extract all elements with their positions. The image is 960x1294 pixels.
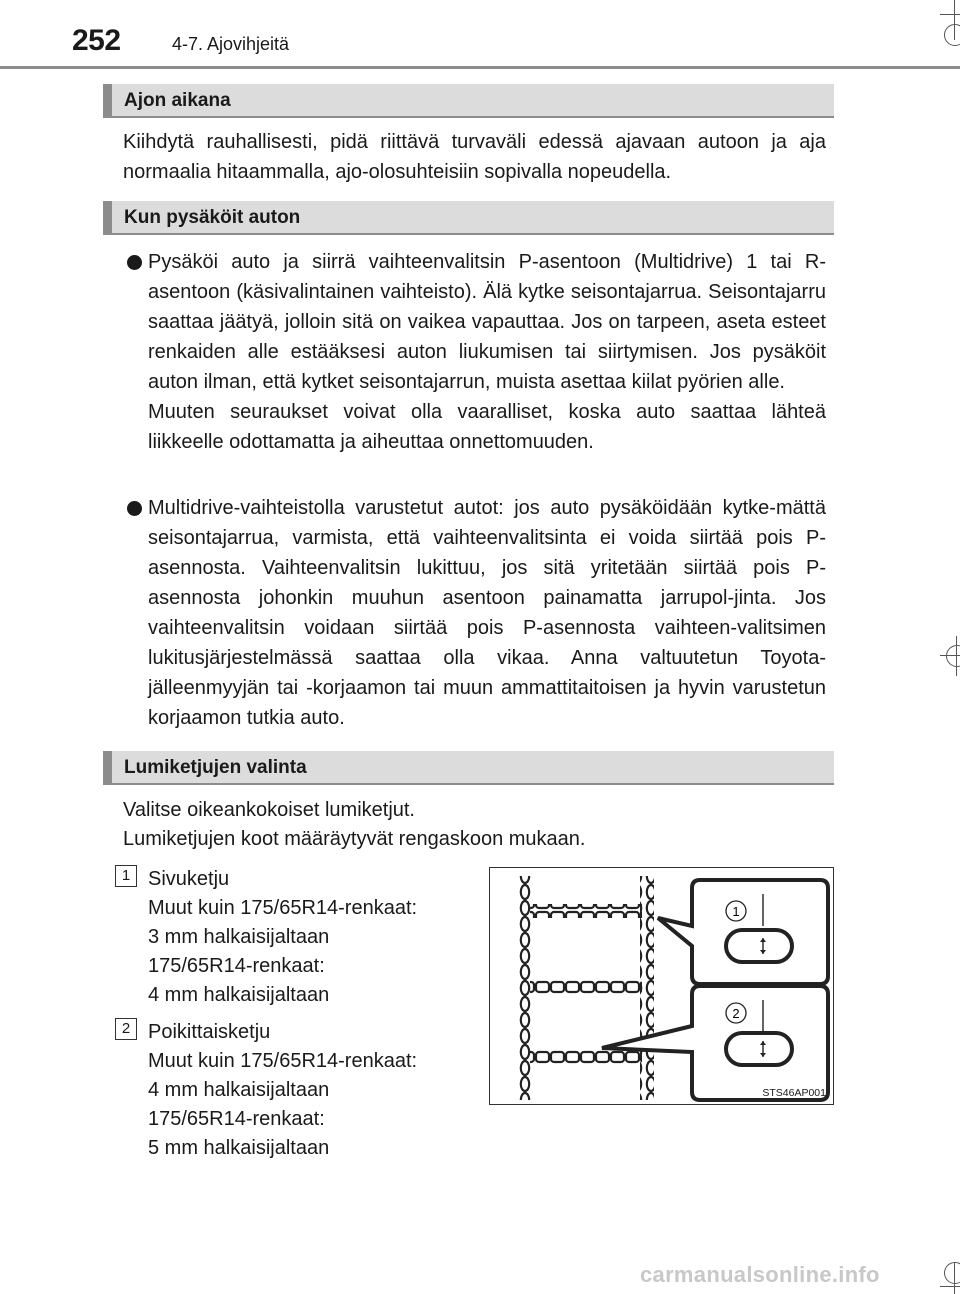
side-chain-right: [640, 876, 654, 1100]
cross-chain-middle: [530, 980, 642, 994]
driving-paragraph: Kiihdytä rauhallisesti, pidä riittävä turvaväli edessä ajavaan autoon ja aja normaalia hitaammalla, ajo-olosuhteisiin sopivalla nopeudella.: [123, 131, 826, 183]
callout-cross-chain: [602, 986, 828, 1100]
bullet-paragraph: Muuten seuraukset voivat olla vaaralliset, koska auto saattaa lähteä liikkeelle odottamatta ja aiheuttaa onnettomuuden.: [148, 401, 826, 453]
intro-line: Lumiketjujen koot määräytyvät rengaskoon mukaan.: [123, 828, 586, 850]
chapter-title: 4-7. Ajovihjeitä: [172, 34, 290, 54]
spec-line: Sivuketju: [148, 868, 230, 890]
section-heading-ajon-aikana: [103, 84, 834, 118]
section-title: Ajon aikana: [124, 90, 231, 111]
intro-line: Valitse oikeankokoiset lumiketjut.: [123, 799, 415, 821]
footer-watermark: carmanualsonline.info: [640, 1262, 880, 1287]
section-title: Kun pysäköit auton: [124, 207, 301, 228]
section-title: Lumiketjujen valinta: [124, 757, 307, 778]
section-heading-kun-pysakoit-auton: [103, 201, 834, 235]
spec-line: 175/65R14-renkaat:: [148, 1108, 325, 1130]
spec-line: 3 mm halkaisijaltaan: [148, 926, 330, 948]
heading-bar: [103, 201, 112, 233]
spec-line: Muut kuin 175/65R14-renkaat:: [148, 1050, 418, 1072]
spec-line: 175/65R14-renkaat:: [148, 955, 325, 977]
callout-number-2: 2: [732, 1006, 740, 1021]
bullet-dot: [127, 501, 142, 516]
callout-number-1: 1: [732, 904, 740, 919]
snow-chain-intro: [123, 796, 585, 854]
number-box-1: 1: [115, 865, 137, 887]
callout-side-chain: [658, 880, 828, 984]
bullet-item-parking: [123, 247, 826, 457]
spec-line: Poikittaisketju: [148, 1021, 271, 1043]
figure-code: STS46AP001: [762, 1087, 826, 1099]
cross-chain-top: [530, 904, 642, 918]
heading-bar: [103, 751, 112, 783]
spec-line: Muut kuin 175/65R14-renkaat:: [148, 897, 418, 919]
bullet-item-multidrive: [123, 493, 826, 733]
section-heading-lumiketjujen-valinta: [103, 751, 834, 785]
spec-line: 4 mm halkaisijaltaan: [148, 984, 330, 1006]
cross-chain-bottom: [530, 1050, 642, 1064]
page-number: 252: [72, 24, 121, 57]
number-box-2: 2: [115, 1018, 137, 1040]
chain-spec-cross: [148, 1018, 417, 1163]
snow-chain-figure: [489, 867, 834, 1105]
chain-spec-side: [148, 865, 417, 1010]
snow-chain-illustration: [490, 868, 834, 1105]
spec-line: 4 mm halkaisijaltaan: [148, 1079, 330, 1101]
bullet-paragraph: Multidrive-vaihteistolla varustetut autot: jos auto pysäköidään kytke-mättä seisontajarrua, varmista, että vaihteenvalitsinta ei voida siirtää pois P-asennosta. Vaihteenvalitsin lukittuu, jos sitä yritetään siirtää pois P-asennosta johonkin muuhun asentoon painamatta jarrupol-jinta. Jos vaihteenvalitsin voidaan siirtää pois P-asennosta vaihteen-valitsimen lukitusjärjestelmässä saattaa olla vikaa. Anna valtuutetun Toyota-jälleenmyyjän tai -korjaamon tai muun ammattitaitoisen ja hyvin varustetun korjaamon tutkia auto.: [148, 497, 826, 729]
header-rule: [0, 66, 960, 69]
bullet-paragraph: Pysäköi auto ja siirrä vaihteenvalitsin P-asentoon (Multidrive) 1 tai R-asentoon (käsivalintainen vaihteisto). Älä kytke seisontajarrua. Seisontajarru saattaa jäätyä, jolloin sitä on vaikea vapauttaa. Jos on tarpeen, aseta esteet renkaiden alle estääksesi auton liukumisen tai siirtymisen. Jos pysäköit auton ilman, että kytket seisontajarrun, muista asettaa kiilat pyörien alle.: [148, 251, 826, 393]
spec-line: 5 mm halkaisijaltaan: [148, 1137, 330, 1159]
heading-bar: [103, 84, 112, 116]
bullet-dot: [127, 255, 142, 270]
